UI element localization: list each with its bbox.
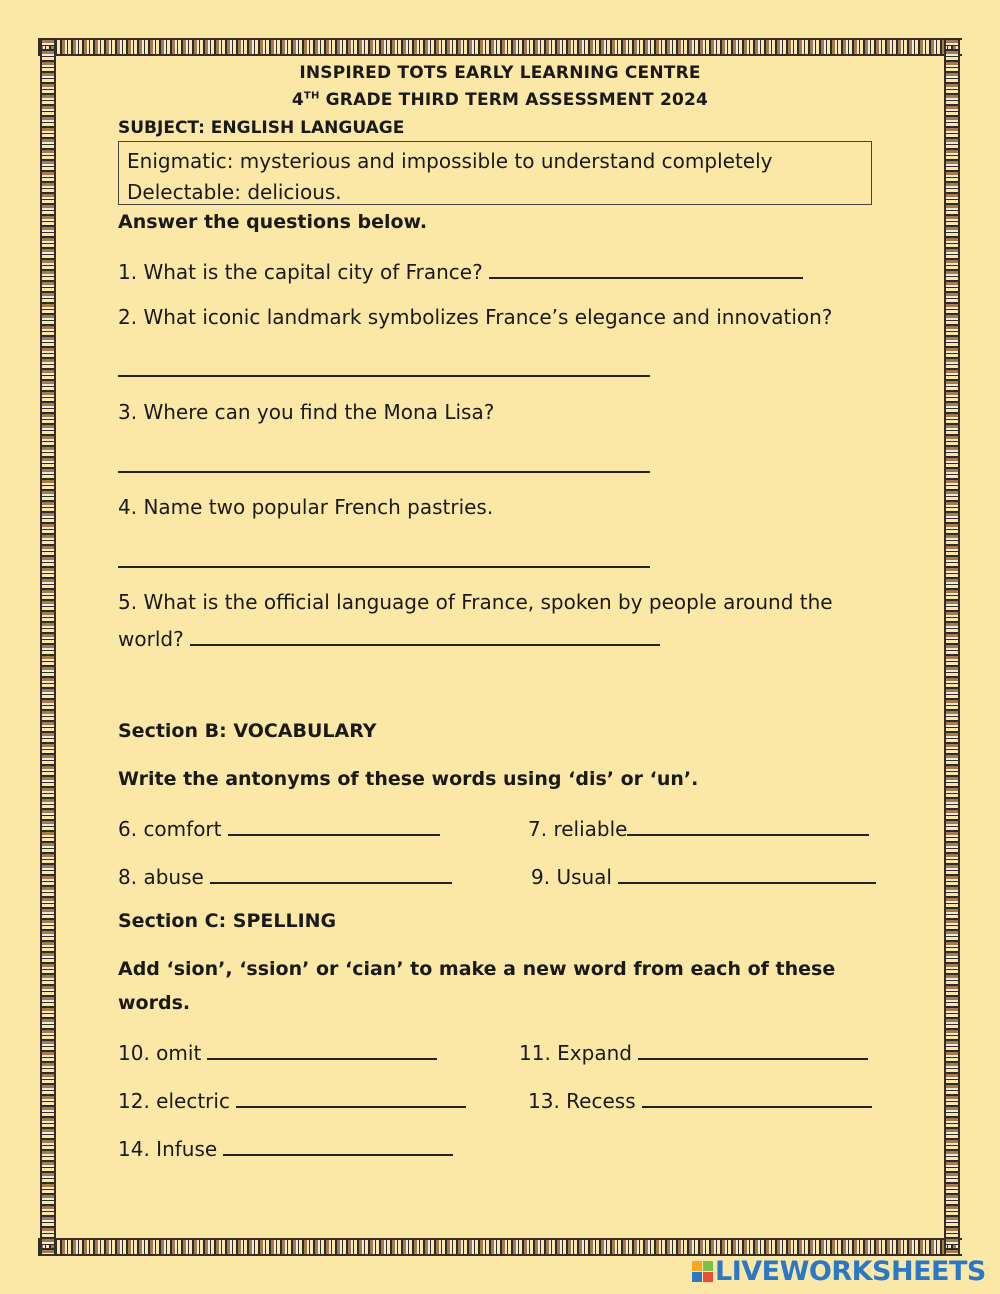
assessment-label: GRADE THIRD TERM ASSESSMENT 2024 (325, 90, 709, 110)
item-11-text: 11. Expand (519, 1041, 632, 1065)
item-11 (519, 1038, 868, 1065)
subject-label: SUBJECT: ENGLISH LANGUAGE (118, 118, 405, 138)
assessment-title (0, 90, 1000, 110)
page-border-left (40, 38, 56, 1254)
answer-5-blank[interactable] (190, 624, 660, 646)
answer-4-blank[interactable] (118, 566, 650, 568)
answer-13-blank[interactable] (642, 1086, 872, 1108)
section-b-instruction: Write the antonyms of these words using ‘dis’ or ‘un’. (118, 768, 699, 790)
answer-12-blank[interactable] (236, 1086, 466, 1108)
item-13-text: 13. Recess (528, 1089, 636, 1113)
question-4-text: 4. Name two popular French pastries. (118, 495, 494, 519)
page-border-right (944, 38, 960, 1254)
answer-9-blank[interactable] (618, 862, 876, 884)
item-6-text: 6. comfort (118, 817, 222, 841)
answer-1-blank[interactable] (489, 257, 803, 279)
school-name: INSPIRED TOTS EARLY LEARNING CENTRE (299, 63, 701, 83)
grade-suffix: TH (303, 90, 320, 102)
item-7-text: 7. reliable (528, 817, 628, 841)
answer-3-blank[interactable] (118, 471, 650, 473)
item-10-text: 10. omit (118, 1041, 202, 1065)
answer-10-blank[interactable] (207, 1038, 437, 1060)
item-13 (528, 1086, 872, 1113)
section-b-title: Section B: VOCABULARY (118, 720, 377, 742)
liveworksheets-logo-icon (692, 1261, 713, 1282)
item-12 (118, 1086, 466, 1113)
item-14-text: 14. Infuse (118, 1137, 218, 1161)
item-8 (118, 862, 452, 889)
question-5-continuation (118, 624, 660, 651)
item-8-text: 8. abuse (118, 865, 204, 889)
question-5-text-end: world? (118, 627, 184, 651)
item-10 (118, 1038, 437, 1065)
definition-delectable: Delectable: delicious. (127, 180, 342, 204)
answer-2-blank[interactable] (118, 375, 650, 377)
definitions-box (118, 141, 872, 205)
section-c-title: Section C: SPELLING (118, 910, 337, 932)
item-9 (531, 862, 876, 889)
answer-14-blank[interactable] (223, 1134, 453, 1156)
item-14 (118, 1134, 453, 1161)
answer-11-blank[interactable] (638, 1038, 868, 1060)
question-3-text: 3. Where can you find the Mona Lisa? (118, 400, 495, 424)
answer-6-blank[interactable] (228, 814, 440, 836)
answer-8-blank[interactable] (210, 862, 452, 884)
section-a-instruction: Answer the questions below. (118, 211, 428, 233)
definition-enigmatic: Enigmatic: mysterious and impossible to understand completely (127, 149, 773, 173)
question-5-text: 5. What is the official language of France, spoken by people around the (118, 590, 833, 614)
answer-7-blank[interactable] (627, 814, 869, 836)
liveworksheets-logo-text: LIVEWORKSHEETS (715, 1255, 986, 1287)
item-7 (528, 814, 869, 841)
grade-number: 4 (291, 90, 304, 110)
page-border-bottom (38, 1238, 962, 1256)
section-c-instruction-line1: Add ‘sion’, ‘ssion’ or ‘cian’ to make a new word from each of these (118, 958, 836, 980)
liveworksheets-logo (692, 1256, 986, 1286)
question-1-text: 1. What is the capital city of France? (118, 260, 483, 284)
page-border-top (38, 38, 962, 56)
section-c-instruction-line2: words. (118, 992, 191, 1014)
item-9-text: 9. Usual (531, 865, 612, 889)
question-2-text: 2. What iconic landmark symbolizes France’s elegance and innovation? (118, 305, 833, 329)
item-12-text: 12. electric (118, 1089, 230, 1113)
item-6 (118, 814, 440, 841)
question-1 (118, 257, 803, 284)
